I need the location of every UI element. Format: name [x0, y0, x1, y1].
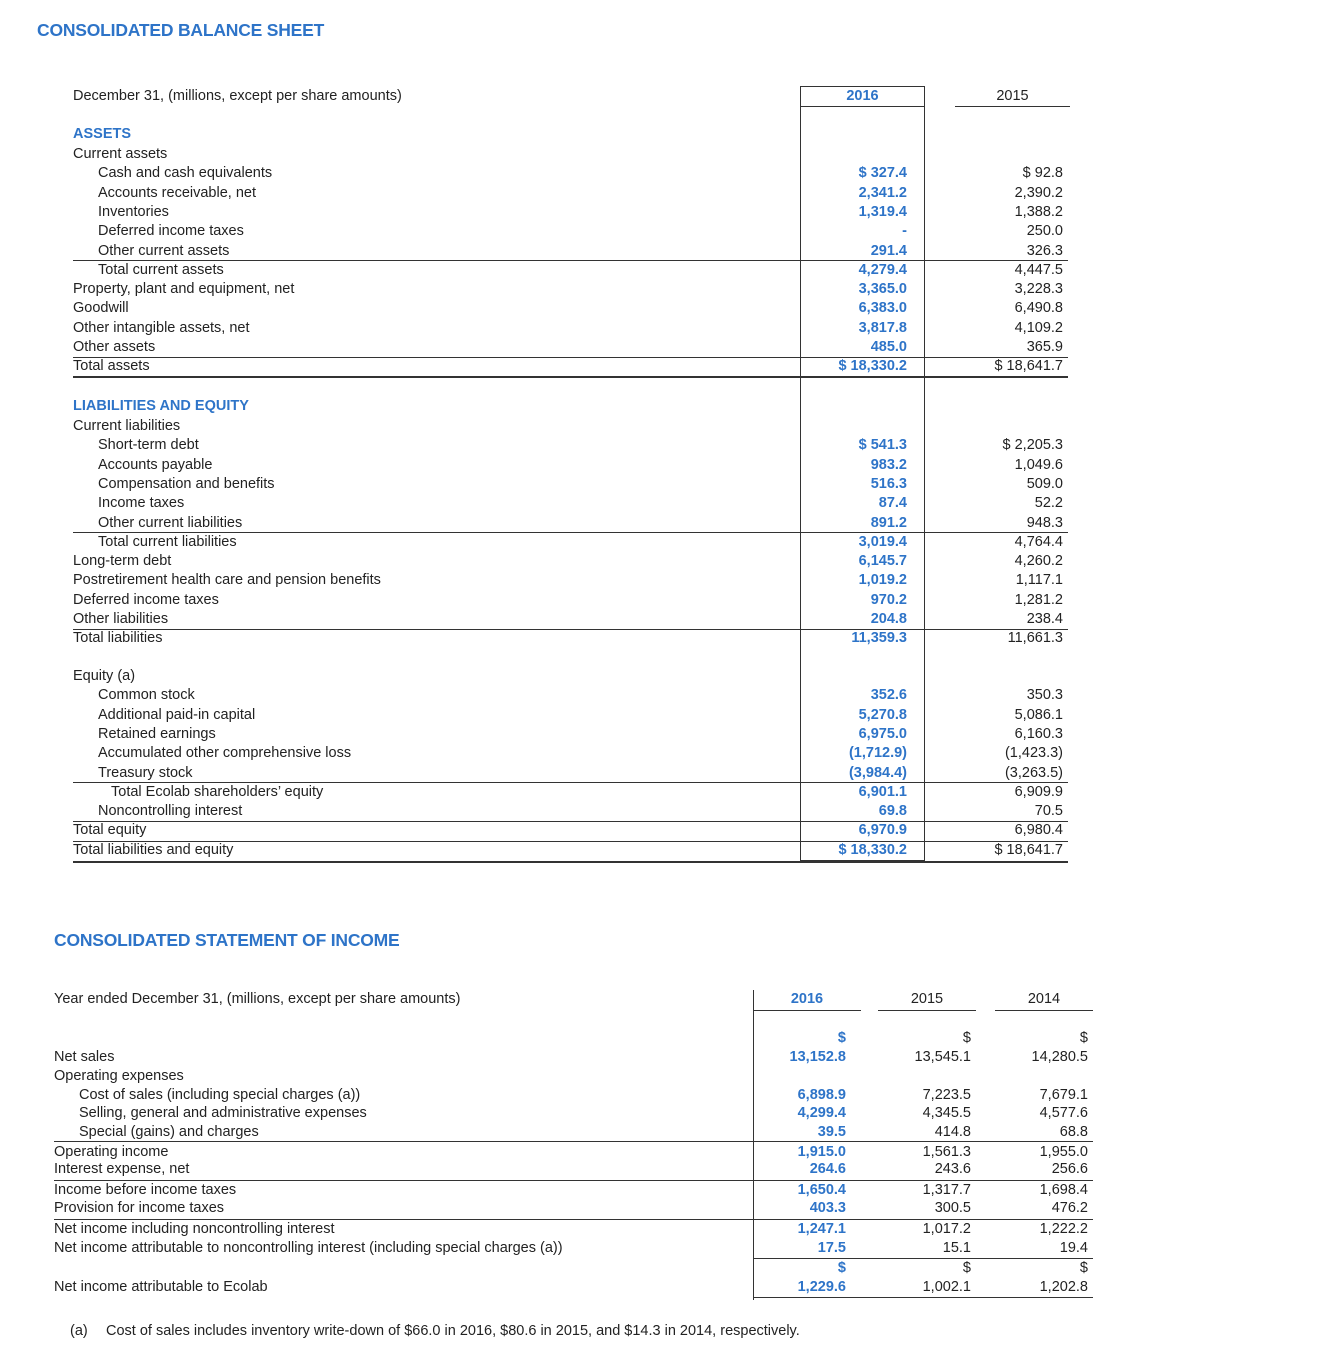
- liabilities-row-2016-value: 3,019.4: [858, 533, 907, 550]
- equity-row-2016-value: 69.8: [878, 803, 907, 820]
- equity-row-label: Total Ecolab shareholders’ equity: [111, 783, 324, 800]
- equity-row-label: Treasury stock: [98, 764, 193, 781]
- is-row-2015-value: 15.1: [942, 1240, 971, 1256]
- equity-row-label: Equity (a): [73, 668, 136, 684]
- is-row-label: Provision for income taxes: [54, 1200, 225, 1216]
- liabilities-row-label: Income taxes: [98, 495, 185, 512]
- assets-row-label: Other assets: [73, 339, 156, 355]
- liabilities-row-2016-value: 516.3: [870, 475, 907, 492]
- is-net-sales-label: Net sales: [54, 1049, 115, 1065]
- equity-row-label: Noncontrolling interest: [98, 803, 243, 820]
- is-row-label: Income before income taxes: [54, 1182, 237, 1198]
- liabilities-row-2015-value: 1,281.2: [1014, 591, 1063, 608]
- assets-row-label: Deferred income taxes: [98, 223, 244, 240]
- equity-row-2016-value: (1,712.9): [848, 745, 907, 762]
- is-net-income-topline: [753, 1258, 1093, 1259]
- is-rule: [54, 1219, 1093, 1220]
- liabilities-row-2015-value: 238.4: [1026, 611, 1063, 627]
- assets-row-2016-value: $ 327.4: [858, 165, 907, 182]
- is-row-2016-value: 17.5: [817, 1240, 846, 1256]
- assets-row-2016-value: $ 18,330.2: [838, 358, 907, 375]
- assets-row-label: Accounts receivable, net: [98, 184, 256, 201]
- is-net-sales-2014: 14,280.5: [1031, 1049, 1088, 1065]
- is-net-income-label: Net income attributable to Ecolab: [54, 1279, 268, 1295]
- liabilities-row-label: Compensation and benefits: [98, 475, 275, 492]
- equity-row-2016-value: 6,975.0: [858, 725, 907, 742]
- assets-row-label: Other intangible assets, net: [73, 319, 250, 336]
- is-row-2014-value: 476.2: [1051, 1200, 1088, 1216]
- is-row-label: Cost of sales (including special charges (a)): [79, 1087, 361, 1103]
- footnote-text: Cost of sales includes inventory write-down of $66.0 in 2016, $80.6 in 2015, and $14.3 in 2014, respectively.: [106, 1323, 800, 1339]
- is-year-2016: 2016: [790, 991, 824, 1007]
- is-row-2014-value: 19.4: [1059, 1240, 1088, 1256]
- assets-row-2016-value: 2,341.2: [858, 184, 907, 201]
- bs-2015-header-underline: [955, 106, 1070, 107]
- assets-row-2015-value: 250.0: [1026, 223, 1063, 240]
- is-row-2016-value: 1,915.0: [797, 1144, 846, 1160]
- equity-row-2015-value: 6,160.3: [1014, 725, 1063, 742]
- bs-year-2016: 2016: [846, 88, 879, 104]
- equity-row-label: Additional paid-in capital: [98, 706, 256, 723]
- is-net-sales-2015-dollar: $: [962, 1030, 971, 1046]
- is-row-2016-value: 264.6: [809, 1161, 846, 1177]
- income-header-label: Year ended December 31, (millions, except per share amounts): [54, 991, 461, 1007]
- assets-row-2015-value: 365.9: [1026, 339, 1063, 355]
- is-row-2015-value: 4,345.5: [922, 1105, 971, 1121]
- is-net-sales-2016: 13,152.8: [789, 1049, 846, 1065]
- equity-row-2015-value: $ 18,641.7: [994, 841, 1063, 858]
- assets-row-2016-value: 3,817.8: [858, 319, 907, 336]
- is-row-2014-value: 256.6: [1051, 1161, 1088, 1177]
- equity-row-2015-value: (3,263.5): [1004, 764, 1063, 781]
- liabilities-row-2016-value: 970.2: [870, 591, 907, 608]
- is-year-2015: 2015: [910, 991, 944, 1007]
- is-row-2015-value: 1,017.2: [922, 1221, 971, 1237]
- is-net-income-2014-dollar: $: [1079, 1260, 1088, 1276]
- liabilities-row-2016-value: 11,359.3: [851, 630, 907, 647]
- liabilities-row-label: Current liabilities: [73, 418, 181, 434]
- bs-2016-header-divider: [800, 106, 925, 107]
- equity-row-2016-value: 6,970.9: [858, 822, 907, 839]
- equity-row-label: Total liabilities and equity: [73, 841, 234, 858]
- liabilities-row-label: Short-term debt: [98, 437, 199, 454]
- liabilities-row-label: Postretirement health care and pension benefits: [73, 572, 381, 589]
- assets-row-2015-value: $ 92.8: [1022, 165, 1063, 182]
- assets-row-2015-value: 326.3: [1026, 242, 1063, 259]
- is-row-2014-value: 1,222.2: [1039, 1221, 1088, 1237]
- assets-rule: [73, 376, 1068, 378]
- is-net-income-bottomline: [753, 1297, 1093, 1298]
- balance-sheet-header-label: December 31, (millions, except per share amounts): [73, 88, 402, 104]
- is-net-income-2015-dollar: $: [962, 1260, 971, 1276]
- liabilities-row-2015-value: 4,764.4: [1014, 533, 1063, 550]
- bs-year-2015: 2015: [996, 88, 1029, 104]
- liabilities-row-2015-value: 52.2: [1034, 495, 1063, 512]
- is-row-2014-value: 4,577.6: [1039, 1105, 1088, 1121]
- assets-row-2016-value: 291.4: [870, 242, 907, 259]
- liabilities-row-2015-value: 11,661.3: [1007, 630, 1063, 647]
- assets-row-label: Total current assets: [98, 261, 224, 278]
- is-year-2014: 2014: [1027, 991, 1061, 1007]
- liabilities-row-2015-value: 4,260.2: [1014, 553, 1063, 570]
- income-statement-title: CONSOLIDATED STATEMENT OF INCOME: [54, 930, 400, 950]
- is-row-2014-value: 1,698.4: [1039, 1182, 1088, 1198]
- assets-row-label: Total assets: [73, 358, 150, 375]
- assets-heading: ASSETS: [73, 126, 132, 142]
- assets-row-2015-value: 3,228.3: [1014, 281, 1063, 298]
- equity-row-label: Total equity: [73, 822, 147, 839]
- equity-row-label: Retained earnings: [98, 725, 216, 742]
- liabilities-row-2015-value: $ 2,205.3: [1002, 437, 1063, 454]
- is-row-label: Net income including noncontrolling interest: [54, 1221, 335, 1237]
- assets-row-2016-value: 3,365.0: [858, 281, 907, 298]
- footnote-marker: (a): [70, 1323, 88, 1339]
- liabilities-row-label: Other current liabilities: [98, 514, 243, 531]
- is-row-2016-value: 1,247.1: [797, 1221, 846, 1237]
- assets-row-2015-value: 1,388.2: [1014, 203, 1063, 220]
- is-row-2015-value: 243.6: [934, 1161, 971, 1177]
- liabilities-row-2016-value: 6,145.7: [858, 553, 907, 570]
- is-row-label: Interest expense, net: [54, 1161, 190, 1177]
- equity-row-2016-value: (3,984.4): [848, 764, 907, 781]
- is-row-2014-value: 68.8: [1059, 1124, 1088, 1140]
- is-row-label: Operating expenses: [54, 1068, 184, 1084]
- equity-row-2015-value: 6,980.4: [1014, 822, 1063, 839]
- liabilities-row-label: Long-term debt: [73, 553, 172, 570]
- is-net-sales-2015: 13,545.1: [914, 1049, 971, 1065]
- equity-rule: [73, 782, 1068, 783]
- is-row-2015-value: 1,561.3: [922, 1144, 971, 1160]
- is-net-income-2014: 1,202.8: [1039, 1279, 1088, 1295]
- equity-row-2015-value: 70.5: [1034, 803, 1063, 820]
- equity-row-2015-value: 6,909.9: [1014, 783, 1063, 800]
- is-net-sales-2016-dollar: $: [837, 1030, 846, 1046]
- liabilities-rule: [73, 532, 1068, 533]
- is-2016-left-border: [753, 990, 754, 1300]
- is-row-2016-value: 6,898.9: [797, 1087, 846, 1103]
- assets-row-2016-value: 1,319.4: [858, 203, 907, 220]
- liabilities-row-2016-value: 87.4: [878, 495, 907, 512]
- assets-row-2016-value: 485.0: [870, 339, 907, 355]
- liabilities-row-label: Other liabilities: [73, 611, 169, 627]
- is-row-2016-value: 39.5: [817, 1124, 846, 1140]
- liabilities-row-2016-value: 204.8: [870, 611, 907, 627]
- assets-row-2015-value: $ 18,641.7: [994, 358, 1063, 375]
- is-row-2014-value: 7,679.1: [1039, 1087, 1088, 1103]
- equity-rule: [73, 841, 1068, 842]
- assets-rule: [73, 357, 1068, 358]
- assets-row-label: Property, plant and equipment, net: [73, 281, 295, 298]
- is-row-2014-value: 1,955.0: [1039, 1144, 1088, 1160]
- assets-row-2016-value: -: [902, 223, 907, 240]
- assets-row-2015-value: 4,109.2: [1014, 319, 1063, 336]
- liabilities-heading: LIABILITIES AND EQUITY: [73, 398, 249, 414]
- is-row-2015-value: 7,223.5: [922, 1087, 971, 1103]
- is-2015-header-underline: [878, 1010, 976, 1011]
- equity-row-2015-value: 5,086.1: [1014, 706, 1063, 723]
- equity-rule: [73, 821, 1068, 822]
- equity-row-2015-value: 350.3: [1026, 687, 1063, 704]
- liabilities-row-label: Accounts payable: [98, 456, 213, 473]
- liabilities-row-2016-value: 1,019.2: [858, 572, 907, 589]
- equity-row-2016-value: $ 18,330.2: [838, 841, 907, 858]
- liabilities-row-2015-value: 1,049.6: [1014, 456, 1063, 473]
- liabilities-row-2016-value: 983.2: [870, 456, 907, 473]
- is-row-2016-value: 403.3: [809, 1200, 846, 1216]
- liabilities-row-label: Total current liabilities: [98, 533, 237, 550]
- is-row-2016-value: 4,299.4: [797, 1105, 846, 1121]
- liabilities-row-label: Deferred income taxes: [73, 591, 219, 608]
- balance-sheet-title: CONSOLIDATED BALANCE SHEET: [37, 20, 325, 40]
- is-row-2015-value: 300.5: [934, 1200, 971, 1216]
- equity-row-2016-value: 352.6: [870, 687, 907, 704]
- is-net-income-2016-dollar: $: [837, 1260, 846, 1276]
- assets-row-label: Inventories: [98, 203, 169, 220]
- equity-row-2016-value: 6,901.1: [858, 783, 907, 800]
- equity-row-label: Common stock: [98, 687, 195, 704]
- equity-row-2016-value: 5,270.8: [858, 706, 907, 723]
- equity-row-label: Accumulated other comprehensive loss: [98, 745, 352, 762]
- is-row-label: Net income attributable to noncontrolling interest (including special charges (a)): [54, 1240, 563, 1256]
- assets-row-2015-value: 6,490.8: [1014, 300, 1063, 317]
- assets-rule: [73, 260, 1068, 261]
- assets-row-label: Current assets: [73, 146, 168, 162]
- assets-row-2016-value: 6,383.0: [858, 300, 907, 317]
- assets-row-label: Cash and cash equivalents: [98, 165, 273, 182]
- assets-row-2015-value: 2,390.2: [1014, 184, 1063, 201]
- liabilities-row-2015-value: 509.0: [1026, 475, 1063, 492]
- is-net-sales-2014-dollar: $: [1079, 1030, 1088, 1046]
- is-rule: [54, 1180, 1093, 1181]
- is-2014-header-underline: [995, 1010, 1093, 1011]
- liabilities-row-2016-value: $ 541.3: [858, 437, 907, 454]
- equity-row-2015-value: (1,423.3): [1004, 745, 1063, 762]
- assets-row-label: Other current assets: [98, 242, 230, 259]
- equity-rule: [73, 861, 1068, 863]
- liabilities-row-2015-value: 948.3: [1026, 514, 1063, 531]
- is-row-label: Operating income: [54, 1144, 169, 1160]
- is-rule: [54, 1141, 1093, 1142]
- liabilities-row-2015-value: 1,117.1: [1015, 572, 1063, 589]
- is-row-label: Selling, general and administrative expenses: [79, 1105, 367, 1121]
- is-net-income-2015: 1,002.1: [922, 1279, 971, 1295]
- is-row-2015-value: 1,317.7: [922, 1182, 971, 1198]
- assets-row-label: Goodwill: [73, 300, 129, 317]
- is-row-label: Special (gains) and charges: [79, 1124, 259, 1140]
- assets-row-2016-value: 4,279.4: [858, 261, 907, 278]
- assets-row-2015-value: 4,447.5: [1014, 261, 1063, 278]
- liabilities-row-2016-value: 891.2: [870, 514, 907, 531]
- is-row-2016-value: 1,650.4: [797, 1182, 846, 1198]
- liabilities-rule: [73, 629, 1068, 630]
- is-net-income-2016: 1,229.6: [797, 1279, 846, 1295]
- is-2016-header-underline: [753, 1010, 861, 1011]
- liabilities-row-label: Total liabilities: [73, 630, 163, 647]
- is-row-2015-value: 414.8: [934, 1124, 971, 1140]
